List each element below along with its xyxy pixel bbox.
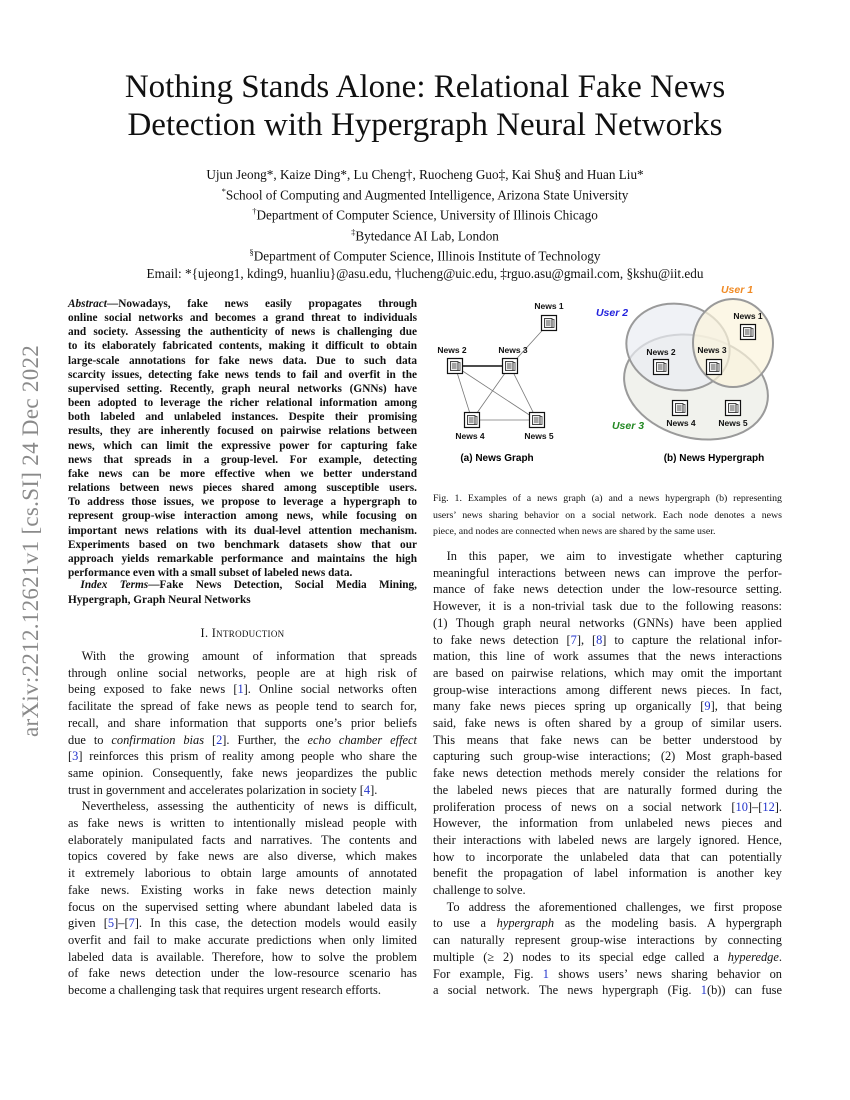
- text-line: supervised setting. Recently, graph neural networks (GNNs) have: [68, 382, 417, 395]
- text-line: challenge to solve.: [433, 883, 526, 898]
- text-line: the labeled news pieces that are naturally formed during the: [433, 782, 782, 797]
- text-line: With the growing amount of information that spreads: [81, 649, 417, 663]
- right-column-text: [433, 548, 782, 999]
- text-line: both labeled and unlabeled instances. Despite their promising: [68, 411, 417, 424]
- text-line: become a challenging task that requires urgent research efforts.: [68, 983, 381, 998]
- news-icon-graph-node-1: [542, 316, 557, 331]
- text-line: said, fake news is often shared by a group of similar users.: [433, 716, 782, 731]
- text-line: multiple (≥ 2) nodes to its special edge called a hyperedge.: [433, 949, 782, 964]
- user1-label: User 1: [720, 284, 754, 296]
- text-line: fake news can be more effective when we better understand: [68, 467, 417, 480]
- paper-title: [0, 68, 850, 144]
- news-icon-hypergraph-node-5: [726, 401, 741, 416]
- text-line: However, the information from unlabeled news pieces and: [433, 816, 782, 831]
- affiliation: ‡Bytedance AI Lab, London: [351, 226, 499, 244]
- node-label-news5: News 5: [524, 431, 554, 441]
- text-line: users’ news sharing behavior on a social network. Each node denotes a news: [433, 509, 782, 521]
- text-line: a social network. The news hypergraph (Fig. 1(b)) can fuse: [433, 983, 782, 998]
- user2-label: User 2: [595, 307, 629, 319]
- hyper-label-news5: News 5: [718, 418, 748, 428]
- text-line: fake news. Existing works in fake news detection mainly: [68, 882, 417, 897]
- hyper-label-news2: News 2: [646, 347, 676, 357]
- text-line: relations between news pieces shared among susceptible users.: [68, 482, 417, 495]
- text-line: recall, and share information that supports one’s prior beliefs: [68, 715, 417, 730]
- affiliation: §Department of Computer Science, Illinois Institute of Technology: [249, 247, 601, 264]
- text-line: due to confirmation bias [2]. Further, the echo chamber effect: [68, 732, 417, 747]
- news-icon-hypergraph-node-3: [707, 360, 722, 375]
- text-line: topics covered by fake news are also diverse, which makes: [68, 849, 417, 864]
- text-line: meaningful interactions between news can improve the perfor-: [433, 565, 782, 580]
- text-line: For example, Fig. 1 shows users’ news sharing behavior on: [433, 966, 783, 981]
- text-line: represent group-wise interaction among news, while focusing on: [68, 510, 417, 523]
- graph-edge: [510, 366, 537, 420]
- hyper-label-news3: News 3: [697, 345, 727, 355]
- text-line: online social networks and becomes a grand threat to individuals: [68, 312, 417, 325]
- text-line: mation, this line of work assumes that the news interactions: [433, 649, 782, 664]
- text-line: many fake news pieces spring up organically [9], that being: [433, 699, 782, 714]
- text-line: it extremely laborious to obtain large amounts of annotated: [68, 866, 417, 881]
- news-icon-graph-node-3: [503, 359, 518, 374]
- text-line: Index Terms—Fake News Detection, Social Media Mining,: [80, 579, 417, 591]
- text-line: through online social networks, people are at high risk of: [68, 665, 417, 680]
- text-line: and society. Assessing the authenticity of news is challenging due: [68, 326, 417, 339]
- text-line: (1) Though graph neural networks (GNNs) have been applied: [433, 615, 782, 630]
- news-icon-graph-node-4: [465, 413, 480, 428]
- hyper-label-news4: News 4: [666, 418, 696, 428]
- text-line: same opinion. Consequently, fake news jeopardizes the public: [68, 765, 417, 780]
- text-line: news that spreads in a group-level. For example, detecting: [68, 453, 417, 466]
- node-label-news4: News 4: [455, 431, 485, 441]
- news-icon-graph-node-5: [530, 413, 545, 428]
- author-emails: Email: *{ujeong1, kding9, huanliu}@asu.edu, †lucheng@uic.edu, ‡rguo.asu@gmail.com, §kshu@iit.edu: [146, 265, 704, 281]
- text-line: approach yields remarkable performance and maintains the high: [68, 552, 417, 565]
- node-label-news3: News 3: [498, 345, 528, 355]
- text-line: how to incorporate the unlabeled data that can potentially: [433, 849, 782, 864]
- hyper-label-news1: News 1: [733, 311, 763, 321]
- node-label-news1: News 1: [534, 301, 564, 311]
- text-line: to fake news detection [7], [8] to capture the relational infor-: [433, 632, 782, 647]
- paragraph: [433, 548, 782, 899]
- text-line: labeled data is available. Therefore, how to solve the problem: [68, 949, 417, 964]
- text-line: Nevertheless, assessing the authenticity of news is difficult,: [81, 799, 417, 814]
- graph-edge: [455, 366, 472, 420]
- affiliation: †Department of Computer Science, University of Illinois Chicago: [252, 206, 598, 223]
- text-line: capturing such group-wise interactions; (2) Most graph-based: [433, 749, 782, 764]
- text-line: This means that fake news can be better understood by: [433, 732, 782, 747]
- text-line: can naturally represent group-wise interactions by connecting: [433, 933, 782, 948]
- text-line: mance of fake news detection under the low-resource setting.: [433, 582, 782, 597]
- user3-label: User 3: [611, 420, 645, 432]
- text-line: However, it is a non-trivial task due to the following reasons:: [433, 599, 782, 614]
- caption-a: (a) News Graph: [460, 453, 534, 464]
- text-line: benefit the propagation of label information is another key: [433, 866, 782, 881]
- author-block: [0, 166, 850, 282]
- text-line: focus on the supervised setting where abundant labeled data is: [68, 899, 417, 914]
- news-icon-graph-node-2: [448, 359, 463, 374]
- text-line: To address those issues, we propose to leverage a hypergraph to: [68, 496, 417, 509]
- introduction-text: [68, 648, 417, 999]
- text-line: facilitate the spread of fake news as people tend to search for,: [68, 699, 417, 714]
- caption-b: (b) News Hypergraph: [663, 453, 765, 464]
- text-line: their interactions with labeled news are largely ignored. Hence,: [433, 832, 782, 847]
- text-line: as fake news is written to intentionally mislead people with: [68, 816, 417, 831]
- text-line: to its elaborately fabricated contents, making it difficult to obtain: [68, 340, 417, 353]
- arxiv-identifier: arXiv:2212.12621v1 [cs.SI] 24 Dec 2022: [18, 344, 43, 738]
- text-line: Experiments based on two benchmark datasets show that our: [68, 538, 417, 551]
- graph-edge: [455, 366, 537, 420]
- text-line: of fake news detection under the low-resource scenario has: [68, 966, 417, 981]
- news-icon-hypergraph-node-4: [673, 401, 688, 416]
- text-line: fake news detection methods merely consider the relations for: [433, 766, 782, 781]
- paragraph: [68, 798, 417, 998]
- text-line: overfit and fail to make accurate predictions when only limited: [68, 932, 417, 947]
- author-names: Ujun Jeong*, Kaize Ding*, Lu Cheng†, Ruocheng Guo‡, Kai Shu§ and Huan Liu*: [206, 167, 644, 182]
- affiliation: *School of Computing and Augmented Intelligence, Arizona State University: [221, 186, 629, 203]
- title-line: Detection with Hypergraph Neural Networks: [127, 107, 723, 143]
- abstract: [68, 297, 417, 580]
- index-terms: [68, 578, 417, 608]
- text-line: Fig. 1. Examples of a news graph (a) and a news hypergraph (b) representing: [433, 493, 782, 504]
- text-line: news, which can limit the expressive power for capturing fake: [68, 439, 417, 452]
- paragraph: [68, 648, 417, 798]
- text-line: [3] reinforces this prism of reality among people who share the: [68, 749, 417, 764]
- text-line: important news relations with its dual-level attention mechanism.: [68, 524, 417, 537]
- text-line: results, they are inherently focused on pairwise relations between: [68, 425, 417, 438]
- paragraph: [433, 899, 782, 999]
- graph-edge: [472, 366, 510, 420]
- text-line: piece, and nodes are connected when news are shared by the same user.: [433, 526, 716, 538]
- news-icon-hypergraph-node-2: [654, 360, 669, 375]
- node-label-news2: News 2: [437, 345, 467, 355]
- text-line: scarcity issues, detecting fake news tends to fail and overfit in the: [68, 368, 417, 381]
- text-line: Hypergraph, Graph Neural Networks: [68, 594, 251, 607]
- text-line: to use a hypergraph as the modeling basis. A hypergraph: [433, 916, 782, 931]
- text-line: trust in government and accelerates polarization in society [4].: [68, 782, 378, 797]
- text-line: been adopted to leverage the richer relational information among: [68, 397, 417, 410]
- figure-1: [430, 280, 790, 470]
- text-line: elaborately manipulated facts and narratives. The contents and: [68, 832, 417, 847]
- text-line: To address the aforementioned challenges, we first propose: [446, 899, 782, 914]
- text-line: Abstract—Nowadays, fake news easily propagates through: [68, 298, 417, 310]
- text-line: group-wise interactions among different news pieces. In fact,: [433, 682, 782, 697]
- text-line: performance even with a small subset of labeled news data.: [68, 566, 353, 579]
- section-heading: I. Introduction: [200, 626, 285, 640]
- text-line: In this paper, we aim to investigate whether capturing: [446, 549, 782, 563]
- text-line: are based on pairwise relations, which may omit the important: [433, 665, 782, 680]
- news-icon-hypergraph-node-1: [741, 325, 756, 340]
- text-line: being exposed to fake news [1]. Online social networks often: [68, 682, 418, 697]
- text-line: large-scale annotations for fake news data. Due to such data: [68, 354, 417, 367]
- text-line: proliferation process of news on a social network [10]–[12].: [433, 799, 782, 814]
- text-line: given [5]–[7]. In this case, the detection models would easily: [68, 916, 417, 931]
- title-line: Nothing Stands Alone: Relational Fake News: [124, 69, 726, 105]
- figure-caption: [433, 491, 782, 541]
